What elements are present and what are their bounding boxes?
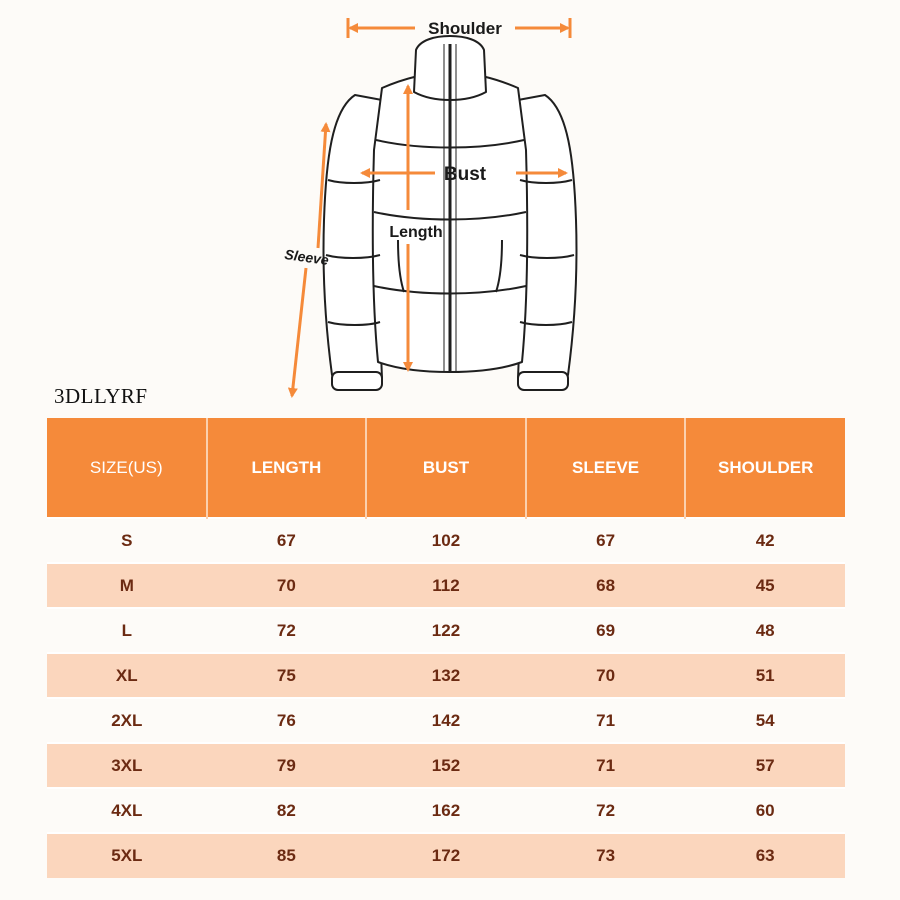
puffer-jacket-icon: [323, 36, 576, 390]
cell-length: 72: [207, 608, 367, 653]
cell-sleeve: 70: [526, 653, 686, 698]
cell-size: 4XL: [47, 788, 207, 833]
header-shoulder: SHOULDER: [685, 418, 845, 518]
table-row: [47, 653, 845, 698]
shoulder-label: Shoulder: [428, 19, 502, 38]
bust-label: Bust: [443, 164, 487, 185]
cell-sleeve: 67: [526, 518, 686, 563]
cell-bust: 112: [366, 563, 526, 608]
cell-shoulder: 60: [685, 788, 845, 833]
cell-shoulder: 51: [685, 653, 845, 698]
cell-size: 3XL: [47, 743, 207, 788]
cell-shoulder: 48: [685, 608, 845, 653]
cell-sleeve: 71: [526, 743, 686, 788]
cell-size: 5XL: [47, 833, 207, 878]
cell-size: M: [47, 563, 207, 608]
table-row: [47, 743, 845, 788]
cell-sleeve: 68: [526, 563, 686, 608]
cell-sleeve: 69: [526, 608, 686, 653]
cell-bust: 102: [366, 518, 526, 563]
table-row: [47, 518, 845, 563]
cell-shoulder: 54: [685, 698, 845, 743]
cell-bust: 132: [366, 653, 526, 698]
brand-name: 3DLLYRF: [54, 384, 148, 408]
length-label: Length: [389, 224, 443, 241]
cell-bust: 152: [366, 743, 526, 788]
cell-size: L: [47, 608, 207, 653]
cell-size: 2XL: [47, 698, 207, 743]
cell-length: 79: [207, 743, 367, 788]
table-header-row: [47, 418, 845, 518]
cell-sleeve: 73: [526, 833, 686, 878]
table-row: [47, 608, 845, 653]
cell-bust: 122: [366, 608, 526, 653]
table-row: [47, 788, 845, 833]
table-row: [47, 833, 845, 878]
table-row: [47, 563, 845, 608]
cell-size: XL: [47, 653, 207, 698]
size-chart-table: [47, 418, 845, 878]
cell-length: 75: [207, 653, 367, 698]
cell-shoulder: 57: [685, 743, 845, 788]
cell-bust: 172: [366, 833, 526, 878]
cell-length: 82: [207, 788, 367, 833]
cell-length: 70: [207, 563, 367, 608]
cell-shoulder: 45: [685, 563, 845, 608]
cell-length: 67: [207, 518, 367, 563]
cell-bust: 162: [366, 788, 526, 833]
table-body: [47, 518, 845, 878]
cell-length: 76: [207, 698, 367, 743]
header-length: LENGTH: [207, 418, 367, 518]
table-row: [47, 698, 845, 743]
cell-shoulder: 63: [685, 833, 845, 878]
header-sleeve: SLEEVE: [526, 418, 686, 518]
cell-sleeve: 71: [526, 698, 686, 743]
cell-sleeve: 72: [526, 788, 686, 833]
cell-bust: 142: [366, 698, 526, 743]
header-bust: BUST: [366, 418, 526, 518]
cell-length: 85: [207, 833, 367, 878]
cell-shoulder: 42: [685, 518, 845, 563]
sleeve-label: Sleeve: [283, 246, 330, 269]
header-size: SIZE(US): [47, 418, 207, 518]
jacket-diagram: [270, 0, 630, 410]
cell-size: S: [47, 518, 207, 563]
